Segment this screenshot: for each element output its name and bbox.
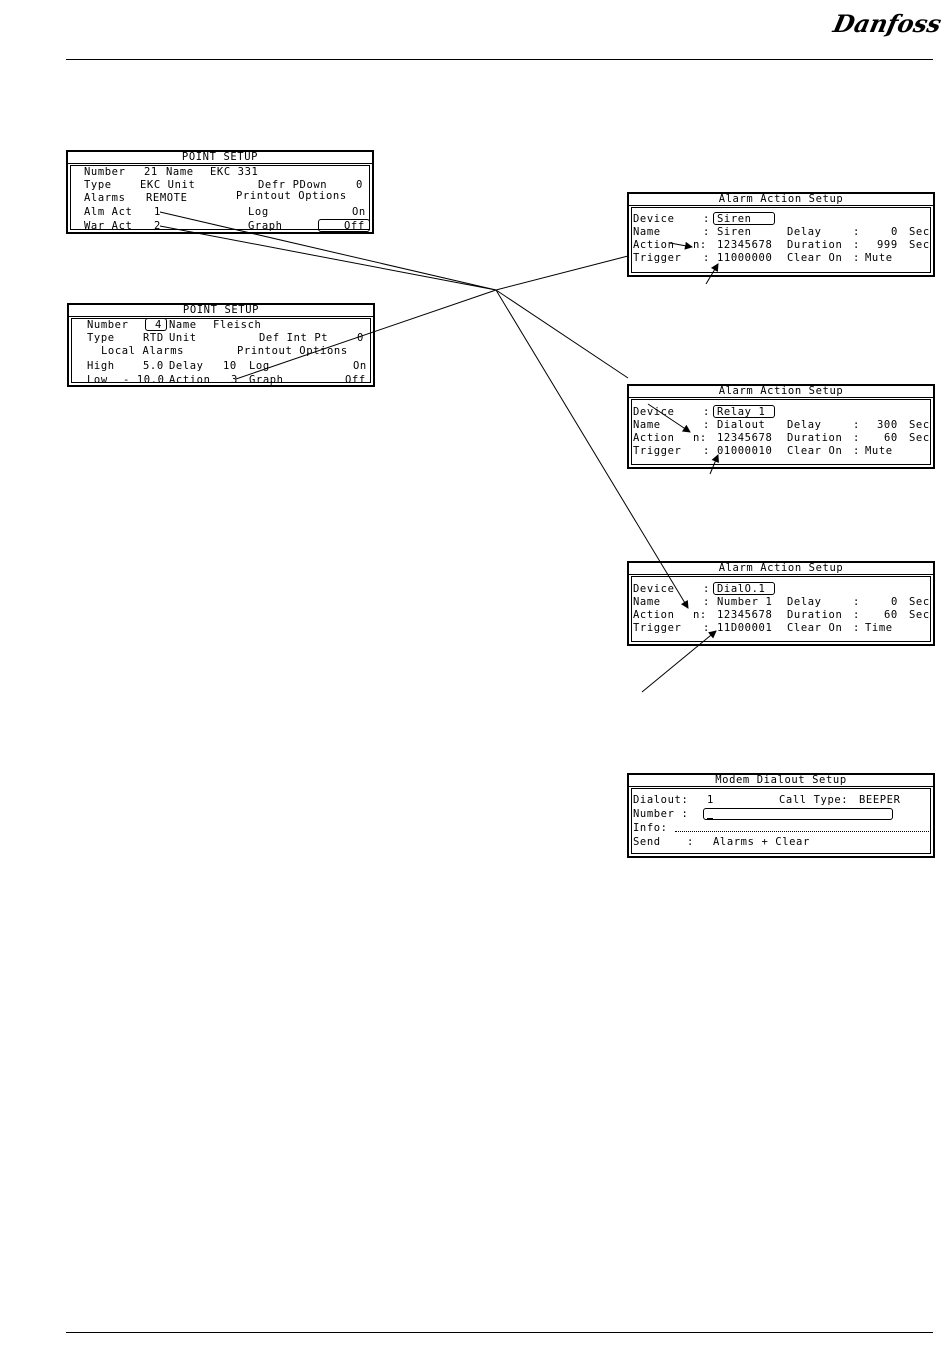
action-suffix: n: bbox=[693, 239, 707, 251]
name-label: Name bbox=[633, 596, 661, 608]
graph-label: Graph bbox=[248, 220, 283, 232]
name-value[interactable]: Fleisch bbox=[213, 319, 262, 331]
unit-label: Unit bbox=[169, 332, 197, 344]
printout-options-label: Printout Options bbox=[237, 345, 348, 357]
delay-value[interactable]: 0 bbox=[891, 226, 898, 238]
log-label: Log bbox=[249, 360, 270, 372]
name-value[interactable]: Number 1 bbox=[717, 596, 773, 608]
link-to-alarm-3 bbox=[496, 290, 688, 608]
arrow-trigger-2 bbox=[710, 455, 718, 474]
graph-value[interactable]: Off bbox=[345, 374, 366, 386]
device-label: Device bbox=[633, 583, 675, 595]
arrow-action-1 bbox=[670, 243, 692, 247]
modem-dialout-panel: Modem Dialout Setup Dialout: 1 Call Type: BEEPER Number : Info: Send : Alarms + Clear bbox=[627, 773, 935, 858]
trigger-value[interactable]: 11000000 bbox=[717, 252, 773, 264]
delay-label: Delay bbox=[787, 419, 822, 431]
panel-title: Alarm Action Setup bbox=[629, 563, 933, 575]
delay-label: Delay bbox=[169, 360, 204, 372]
low-value[interactable]: - 10.0 bbox=[123, 374, 165, 386]
panel-title: POINT SETUP bbox=[68, 152, 372, 164]
action-suffix: n: bbox=[693, 432, 707, 444]
duration-unit: Sec bbox=[909, 239, 930, 251]
low-label: Low bbox=[87, 374, 108, 386]
alarm-action-panel-3: Alarm Action Setup Device : DialO.1 Name : Number 1 Delay : 0 Sec Action n: 12345678 Duration : 60 Sec Trigger : 11D00001 Clear On : Time bbox=[627, 561, 935, 646]
name-label: Name bbox=[633, 419, 661, 431]
action-suffix: n: bbox=[693, 609, 707, 621]
panel-title: Modem Dialout Setup bbox=[629, 775, 933, 787]
name-label: Name bbox=[633, 226, 661, 238]
log-value[interactable]: On bbox=[353, 360, 367, 372]
device-value[interactable]: Relay 1 bbox=[717, 406, 766, 418]
send-label: Send bbox=[633, 836, 661, 848]
alm-act-label: Alm Act bbox=[84, 206, 133, 218]
clear-on-label: Clear On bbox=[787, 252, 843, 264]
name-value[interactable]: Siren bbox=[717, 226, 752, 238]
defr-value[interactable]: 0 bbox=[356, 179, 363, 191]
action-value[interactable]: 12345678 bbox=[717, 609, 773, 621]
device-value[interactable]: Siren bbox=[717, 213, 752, 225]
high-label: High bbox=[87, 360, 115, 372]
dialout-label: Dialout: bbox=[633, 794, 689, 806]
delay-value[interactable]: 300 bbox=[877, 419, 898, 431]
type-label: Type bbox=[84, 179, 112, 191]
alarms-value[interactable]: REMOTE bbox=[146, 192, 188, 204]
delay-value[interactable]: 10 bbox=[223, 360, 237, 372]
delay-label: Delay bbox=[787, 596, 822, 608]
clear-on-value[interactable]: Mute bbox=[865, 445, 893, 457]
duration-value[interactable]: 60 bbox=[884, 432, 898, 444]
trigger-label: Trigger bbox=[633, 445, 682, 457]
log-value[interactable]: On bbox=[352, 206, 366, 218]
clear-on-label: Clear On bbox=[787, 622, 843, 634]
action-value[interactable]: 12345678 bbox=[717, 239, 773, 251]
dialout-value[interactable]: 1 bbox=[707, 794, 714, 806]
number-label: Number bbox=[84, 166, 126, 178]
duration-unit: Sec bbox=[909, 432, 930, 444]
action-label: Action bbox=[633, 239, 675, 251]
link-to-alarm-1 bbox=[496, 256, 628, 290]
graph-label: Graph bbox=[249, 374, 284, 386]
action-label: Action bbox=[633, 609, 675, 621]
duration-unit: Sec bbox=[909, 609, 930, 621]
call-type-label: Call Type: bbox=[779, 794, 849, 806]
arrow-trigger-3 bbox=[642, 631, 716, 692]
number-label: Number bbox=[87, 319, 129, 331]
arrow-trigger-1 bbox=[706, 264, 718, 284]
defr-label: Defr PDown bbox=[258, 179, 328, 191]
trigger-value[interactable]: 01000010 bbox=[717, 445, 773, 457]
info-label: Info: bbox=[633, 822, 668, 834]
clear-on-label: Clear On bbox=[787, 445, 843, 457]
printout-options-label: Printout Options bbox=[236, 190, 347, 202]
alarms-label: Alarms bbox=[84, 192, 126, 204]
panel-title: Alarm Action Setup bbox=[629, 194, 933, 206]
log-label: Log bbox=[248, 206, 269, 218]
name-value[interactable]: Dialout bbox=[717, 419, 766, 431]
link-action-3 bbox=[236, 290, 496, 379]
action-value[interactable]: 3 bbox=[231, 374, 238, 386]
name-label: Name bbox=[169, 319, 197, 331]
trigger-value[interactable]: 11D00001 bbox=[717, 622, 773, 634]
device-label: Device bbox=[633, 213, 675, 225]
def-int-pt-label: Def Int Pt bbox=[259, 332, 329, 344]
delay-unit: Sec bbox=[909, 596, 930, 608]
device-label: Device bbox=[633, 406, 675, 418]
local-alarms-label: Local Alarms bbox=[101, 345, 185, 357]
war-act-value[interactable]: 2 bbox=[154, 220, 161, 232]
link-to-alarm-2 bbox=[496, 290, 628, 378]
number-label: Number : bbox=[633, 808, 689, 820]
clear-on-value[interactable]: Mute bbox=[865, 252, 893, 264]
link-war-act bbox=[160, 226, 496, 290]
panel-title: POINT SETUP bbox=[69, 305, 373, 317]
send-value[interactable]: Alarms + Clear bbox=[713, 836, 810, 848]
alm-act-value[interactable]: 1 bbox=[154, 206, 161, 218]
duration-label: Duration bbox=[787, 239, 843, 251]
svg-text:Danfoss: Danfoss bbox=[830, 9, 944, 38]
duration-label: Duration bbox=[787, 609, 843, 621]
war-act-label: War Act bbox=[84, 220, 133, 232]
action-value[interactable]: 12345678 bbox=[717, 432, 773, 444]
name-label: Name bbox=[166, 166, 194, 178]
duration-value[interactable]: 60 bbox=[884, 609, 898, 621]
number-value[interactable]: 4 bbox=[155, 319, 162, 331]
action-label: Action bbox=[633, 432, 675, 444]
delay-value[interactable]: 0 bbox=[891, 596, 898, 608]
arrow-name-2 bbox=[648, 404, 690, 432]
number-value[interactable]: 21 bbox=[144, 166, 158, 178]
type-value[interactable]: RTD bbox=[143, 332, 164, 344]
duration-value[interactable]: 999 bbox=[877, 239, 898, 251]
graph-value[interactable]: Off bbox=[344, 220, 365, 232]
device-value[interactable]: DialO.1 bbox=[717, 583, 766, 595]
duration-label: Duration bbox=[787, 432, 843, 444]
delay-unit: Sec bbox=[909, 226, 930, 238]
clear-on-value[interactable]: Time bbox=[865, 622, 893, 634]
trigger-label: Trigger bbox=[633, 252, 682, 264]
type-value[interactable]: EKC Unit bbox=[140, 179, 196, 191]
high-value[interactable]: 5.0 bbox=[143, 360, 164, 372]
link-alm-act bbox=[160, 212, 496, 290]
alarm-action-panel-1: Alarm Action Setup Device : Siren Name : Siren Delay : 0 Sec Action n: 12345678 Duration : 999 Sec Trigger : 11000000 Clear On : Mute bbox=[627, 192, 935, 277]
call-type-value[interactable]: BEEPER bbox=[859, 794, 901, 806]
name-value[interactable]: EKC 331 bbox=[210, 166, 259, 178]
type-label: Type bbox=[87, 332, 115, 344]
alarm-action-panel-2: Alarm Action Setup Device : Relay 1 Name : Dialout Delay : 300 Sec Action n: 12345678 Duration : 60 Sec Trigger : 01000010 Clear On : Mute bbox=[627, 384, 935, 469]
def-int-pt-value[interactable]: 0 bbox=[357, 332, 364, 344]
delay-label: Delay bbox=[787, 226, 822, 238]
panel-title: Alarm Action Setup bbox=[629, 386, 933, 398]
delay-unit: Sec bbox=[909, 419, 930, 431]
trigger-label: Trigger bbox=[633, 622, 682, 634]
action-label: Action bbox=[169, 374, 211, 386]
